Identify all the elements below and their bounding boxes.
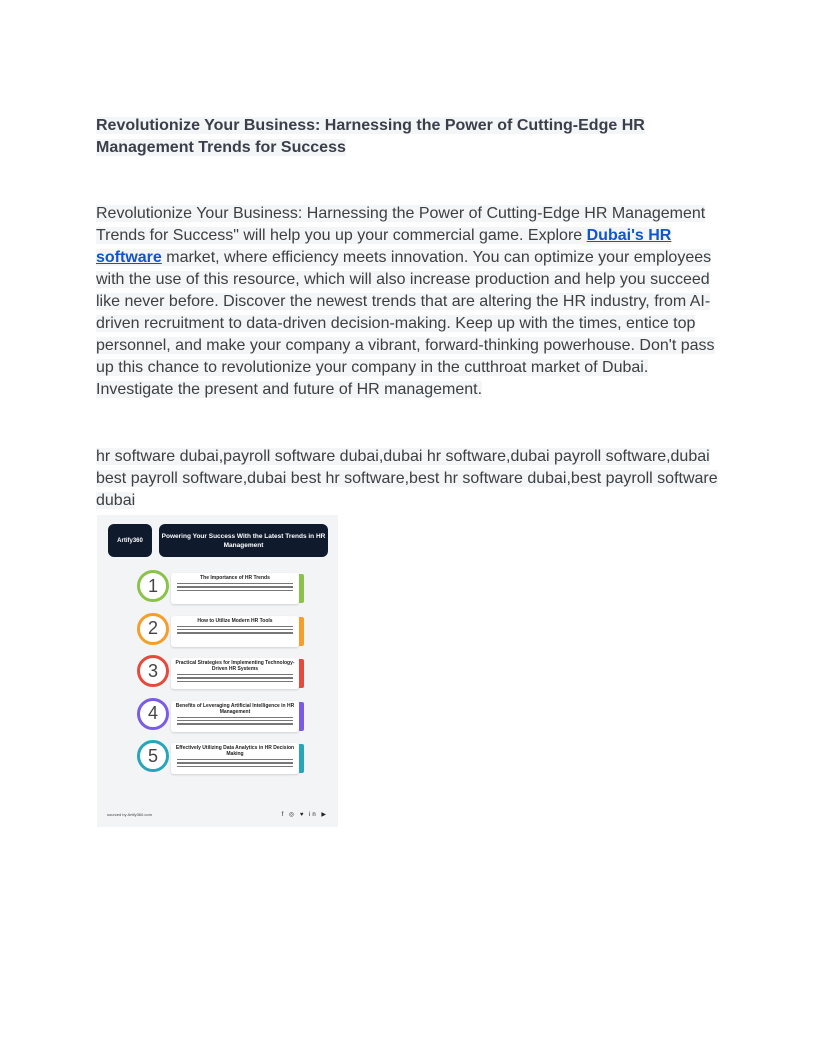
step-heading: Practical Strategies for Implementing Technology-Driven HR Systems bbox=[175, 660, 295, 672]
step-text-line bbox=[177, 677, 293, 678]
step-text-line bbox=[177, 674, 293, 675]
step-number: 3 bbox=[137, 655, 169, 687]
paragraph-text-end: market, where efficiency meets innovation. You can optimize your employees with the use of this resource, which will also increase production and help you succeed like never before. Discover the newest trends that are altering the HR industry, from AI-driven recruitment to data-driven decision-making. Keep up with the times, entice top personnel, and make your company a vibrant, forward-thinking powerhouse. Don't pass up this chance to revolutionize your company in the cutthroat market of Dubai. Investigate the present and future of HR management. bbox=[96, 249, 715, 398]
step-color-tab bbox=[299, 744, 304, 773]
step-heading: How to Utilize Modern HR Tools bbox=[197, 617, 273, 624]
step-text-line bbox=[177, 629, 293, 630]
step-text-line bbox=[177, 632, 293, 633]
step-color-tab bbox=[299, 617, 304, 646]
step-number: 2 bbox=[137, 613, 169, 645]
infographic-step bbox=[137, 655, 305, 693]
document-title: Revolutionize Your Business: Harnessing the Power of Cutting-Edge HR Management Trends for Success bbox=[96, 117, 645, 156]
step-card bbox=[171, 701, 299, 732]
step-color-tab bbox=[299, 659, 304, 688]
step-text-line bbox=[177, 762, 293, 763]
step-card bbox=[171, 743, 299, 774]
step-text-line bbox=[177, 717, 293, 718]
step-text-line bbox=[177, 590, 293, 591]
hr-trends-infographic bbox=[97, 515, 338, 827]
infographic-banner: Powering Your Success With the Latest Trends in HR Management bbox=[159, 524, 328, 557]
step-number: 4 bbox=[137, 698, 169, 730]
step-text-line bbox=[177, 626, 293, 627]
intro-paragraph bbox=[96, 203, 720, 401]
step-text-line bbox=[177, 586, 293, 587]
step-heading: Effectively Utilizing Data Analytics in HR Decision Making bbox=[175, 745, 295, 757]
step-heading: Benefits of Leveraging Artificial Intelligence in HR Management bbox=[175, 702, 295, 715]
step-card bbox=[171, 573, 299, 604]
social-icons: f ◎ ♥ in ▶ bbox=[281, 812, 328, 818]
step-card bbox=[171, 658, 299, 689]
step-card bbox=[171, 616, 299, 647]
step-text-line bbox=[177, 723, 293, 724]
infographic-step bbox=[137, 570, 305, 608]
step-text-line bbox=[177, 720, 293, 721]
step-text-line bbox=[177, 759, 293, 760]
artify-logo: Artify360 bbox=[108, 524, 152, 557]
step-color-tab bbox=[299, 702, 304, 731]
step-heading: The Importance of HR Trends bbox=[200, 575, 270, 581]
paragraph-text-start: Revolutionize Your Business: Harnessing the Power of Cutting-Edge HR Management Trends for Success" will help you up your commercial game. Explore bbox=[96, 205, 706, 244]
step-number: 5 bbox=[137, 740, 169, 772]
infographic-footer: sourced by Artify360.com bbox=[107, 812, 152, 817]
step-text-line bbox=[177, 583, 293, 584]
step-color-tab bbox=[299, 574, 304, 603]
infographic-step bbox=[137, 698, 305, 736]
infographic-step bbox=[137, 613, 305, 651]
step-text-line bbox=[177, 681, 293, 682]
keywords-paragraph: hr software dubai,payroll software dubai,dubai hr software,dubai payroll software,dubai best payroll software,dubai best hr software,best hr software dubai,best payroll software dubai bbox=[96, 448, 718, 509]
infographic-step bbox=[137, 740, 305, 778]
step-text-line bbox=[177, 766, 293, 767]
step-number: 1 bbox=[137, 570, 169, 602]
dubai-hr-software-link[interactable]: Dubai's HR software bbox=[96, 227, 672, 266]
